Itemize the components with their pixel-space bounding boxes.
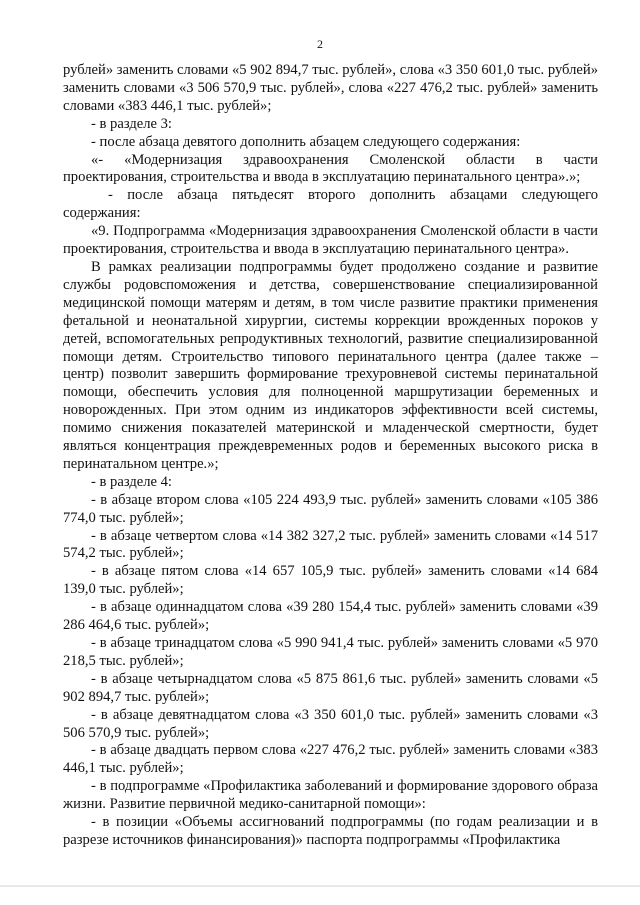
document-body	[63, 62, 598, 850]
paragraph: - в абзаце втором слова «105 224 493,9 тыс. рублей» заменить словами «105 386 774,0 тыс. рублей»;	[63, 491, 598, 526]
paragraph: - в абзаце одиннадцатом слова «39 280 154,4 тыс. рублей» заменить словами «39 286 464,6 тыс. рублей»;	[63, 599, 598, 634]
paragraph: - в позиции «Объемы ассигнований подпрограммы (по годам реализации и в разрезе источников финансирования)» паспорта подпрограммы «Профилактика	[63, 814, 598, 848]
paragraph: - в абзаце четвертом слова «14 382 327,2 тыс. рублей» заменить словами «14 517 574,2 тыс. рублей»;	[63, 527, 598, 562]
paragraph: - в абзаце четырнадцатом слова «5 875 861,6 тыс. рублей» заменить словами «5 902 894,7 тыс. рублей»;	[63, 670, 598, 705]
paragraph: - в подпрограмме «Профилактика заболеваний и формирование здорового образа жизни. Развитие первичной медико-санитарной помощи»:	[63, 778, 598, 813]
paragraph: - в разделе 4:	[91, 473, 172, 490]
paragraph: - после абзаца пятьдесят второго дополнить абзацами следующего содержания:	[63, 187, 598, 222]
paragraph: «9. Подпрограмма «Модернизация здравоохранения Смоленской области в части проектирования, строительства и ввода в эксплуатацию перинатального центра».	[63, 223, 598, 258]
paragraph: - в абзаце тринадцатом слова «5 990 941,4 тыс. рублей» заменить словами «5 970 218,5 тыс. рублей»;	[63, 635, 598, 669]
paragraph: «- «Модернизация здравоохранения Смоленской области в части проектирования, строительства и ввода в эксплуатацию перинатального центра».»;	[63, 151, 598, 186]
paragraph: - в абзаце девятнадцатом слова «3 350 601,0 тыс. рублей» заменить словами «3 506 570,9 тыс. рублей»;	[63, 706, 598, 741]
paragraph: рублей» заменить словами «5 902 894,7 тыс. рублей», слова «3 350 601,0 тыс. рублей» заменить словами «3 506 570,9 тыс. рублей», слова «227 476,2 тыс. рублей» заменить словами «383 446,1 тыс. рублей»;	[63, 62, 598, 114]
paragraph: В рамках реализации подпрограммы будет продолжено создание и развитие службы родовспоможения и детства, совершенствование специализированной медицинской помощи матерям и детям, в том числе развитие практики применения фетальной и неонатальной хирургии, системы коррекции врожденных пороков у детей, вспомогательных репродуктивных технологий, развитие специализированной помощи детям. Строительство типового перинатального центра (далее также – центр) позволит завершить формирование трехуровневой системы перинатальной помощи, обеспечить условия для полноценной маршрутизации беременных и новорожденных. При этом одним из индикаторов эффективности всей системы, помимо снижения показателей материнской и младенческой смертности, будет являться концентрация преждевременных родов и беременных высокого риска в перинатальном центре.»;	[63, 258, 598, 472]
paragraph: - в разделе 3:	[91, 115, 172, 132]
page-bottom-divider	[0, 885, 640, 887]
paragraph: - в абзаце пятом слова «14 657 105,9 тыс. рублей» заменить словами «14 684 139,0 тыс. рублей»;	[63, 563, 598, 598]
paragraph: - после абзаца девятого дополнить абзацем следующего содержания:	[91, 133, 521, 150]
paragraph: - в абзаце двадцать первом слова «227 476,2 тыс. рублей» заменить словами «383 446,1 тыс. рублей»;	[63, 742, 598, 777]
page-number: 2	[317, 37, 323, 51]
